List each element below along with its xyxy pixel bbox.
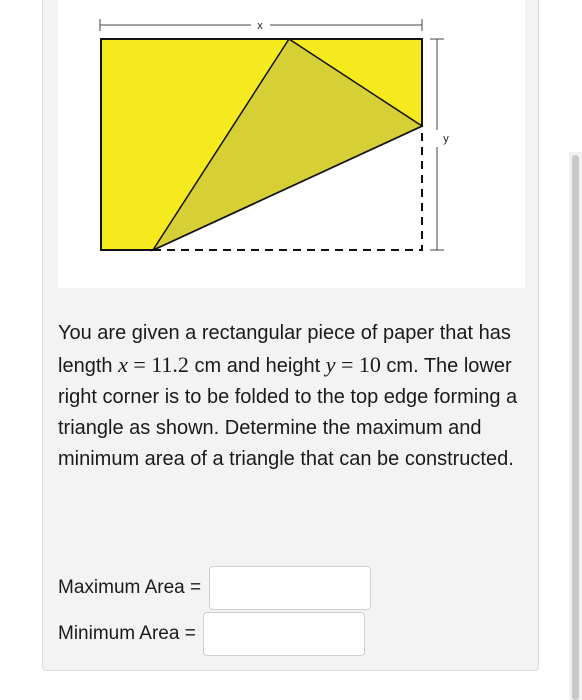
problem-text-1: You are given a rectangular piece of paper that has length — [58, 322, 511, 377]
y-dim-label: y — [443, 133, 449, 145]
fold-diagram — [58, 0, 525, 288]
math-y-equation — [326, 352, 381, 377]
problem-text-2: cm and height — [188, 355, 326, 377]
x-dim-label: x — [257, 20, 263, 32]
value-x: 11.2 — [151, 352, 189, 377]
problem-statement — [58, 318, 528, 475]
equals-sign-1: = — [127, 352, 152, 377]
figure-panel — [58, 0, 525, 288]
min-area-row — [58, 612, 365, 656]
min-area-label: Minimum Area = — [58, 623, 196, 644]
problem-text-3: cm. The lower right corner is to be folded to the top edge forming a triangle as shown. Determine the maximum and minimum area of a triangle that can be constructed. — [58, 355, 518, 470]
var-x: x — [118, 352, 128, 377]
math-x-equation — [118, 352, 189, 377]
equals-sign-2: = — [335, 352, 359, 377]
var-y: y — [325, 352, 336, 377]
scrollbar-thumb[interactable] — [572, 155, 579, 700]
max-area-label: Maximum Area = — [58, 577, 202, 598]
value-y: 10 — [358, 352, 381, 377]
min-area-input[interactable] — [203, 612, 365, 656]
max-area-input[interactable] — [209, 566, 371, 610]
max-area-row — [58, 566, 371, 610]
